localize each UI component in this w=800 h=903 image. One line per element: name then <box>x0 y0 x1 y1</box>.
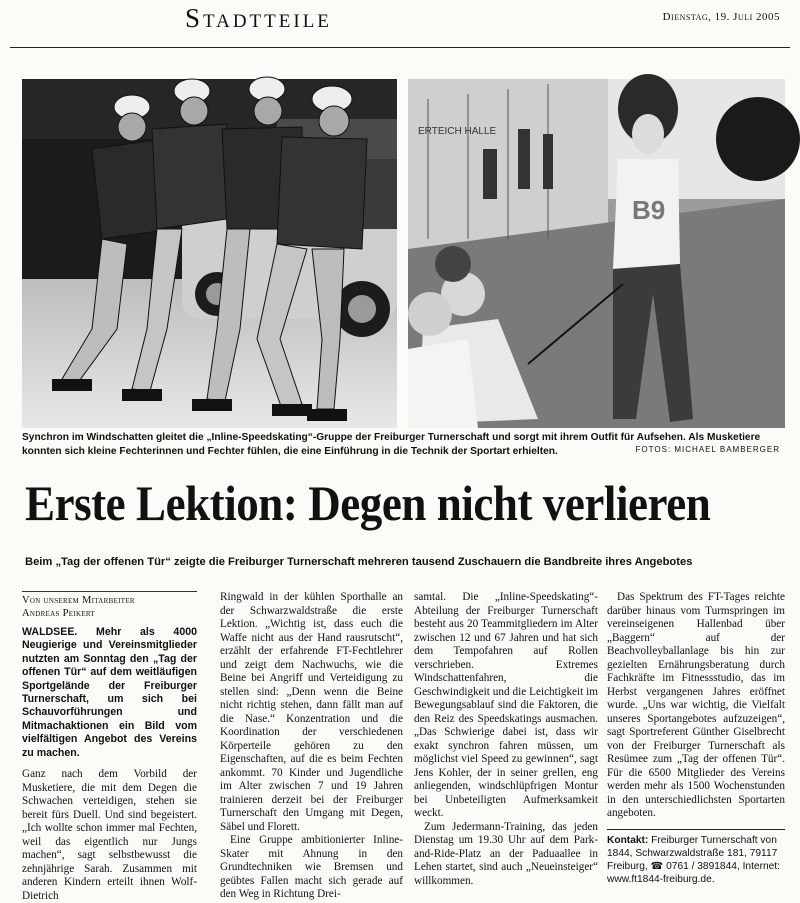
article-column-4 <box>607 591 785 885</box>
skaters-photo <box>22 79 397 428</box>
fencing-kids-photo <box>408 79 785 428</box>
article-paragraph: samtal. Die „Inline-Speedskating“-Abteilung der Freiburger Turnerschaft besteht aus 20 Teammitgliedern im Alter zwischen 12 und 67 Jahren und hat sich dem Tempofahren auf Rollen verschrieben. Extremes Windschattenfahren, die Geschwindigkeit und die Leichtigkeit im Bewegungsablauf sind die Faktoren, die den Reiz des Speedskatings ausmachen. „Das Schwierige dabei ist, dass wir exakt synchron fahren müssen, um möglichst viel Speed zu gewinnen“, sagt Jens Kohler, der in seiner grellen, eng anliegenden, windschlüpfrigen Montur bei Unbeteiligten Aufmerksamkeit weckt. <box>414 591 598 819</box>
article-paragraph: Ganz nach dem Vorbild der Musketiere, die mit dem Degen die Schwachen verteidigen, stehen sie bereit fürs Duell. Und sind begeistert. „Ich wollte schon immer mal Fechten, weil das eigentlich nur Jungs machen“, sagt selbstbewusst die zehnjährige Sarah. Zusammen mit anderen Kindern erteilt ihnen Wolf-Dietrich <box>22 768 197 902</box>
article-column-2 <box>220 591 403 900</box>
photo-caption: Synchron im Windschatten gleitet die „Inline-Speedskating“-Gruppe der Freiburger Turnerschaft und sorgt mit ihrem Outfit für Aufsehen. Als Musketiere konnten sich kleine Fechterinnen und Fechter fühlen, die eine Einführung in die Technik der Sportart erhielten. <box>22 432 761 457</box>
section-rubric: Stadtteile <box>185 3 332 33</box>
header-rule <box>10 47 790 48</box>
hall-sign-text: ERTEICH HALLE <box>418 126 497 137</box>
contact-box <box>607 829 785 886</box>
contact-label: Kontakt: <box>607 834 649 846</box>
article-column-1 <box>22 591 197 902</box>
shirt-print-text: B9 <box>632 195 666 225</box>
byline-author: Andreas Peikert <box>22 608 96 619</box>
article-paragraph: Das Spektrum des FT-Tages reichte darüber hinaus vom Turmspringen im vereinseigenen Hallenbad über „Baggern“ auf der Beachvolleyballanlage bis hin zur gezielten Ernährungsberatung durch Fachkräfte im Fitnessstudio, das im Herbst vergangenen Jahres eröffnet wurde. „Uns war wichtig, die Vielfalt unseres Sportangebotes aufzuzeigen“, sagt Sportreferent Günther Giselbrecht von der Freiburger Turnerschaft als Resümee zum „Tag der offenen Tür“. Für die 6500 Mitglieder des Vereins werden mehr als 1500 Wochenstunden in den unterschiedlichsten Sportarten angeboten. <box>607 591 785 819</box>
photo-credit: FOTOS: MICHAEL BAMBERGER <box>635 445 780 454</box>
article-paragraph: Eine Gruppe ambitionierter Inline-Skater mit Ahnung in den Grundtechniken wie Bremsen und geübtes Fallen macht sich gerade auf den Weg in Richtung Drei- <box>220 834 403 900</box>
article-paragraph: Zum Jedermann-Training, das jeden Dienstag um 19.30 Uhr auf dem Park-and-Ride-Platz an der Paduaallee in Lehen startet, sind auch „Neueinsteiger“ willkommen. <box>414 820 598 887</box>
issue-date: Dienstag, 19. Juli 2005 <box>662 11 780 23</box>
contact-text: Freiburger Turnerschaft von 1844, Schwarzwaldstraße 181, 79117 Freiburg, ☎ 0761 / 3891844, Internet: www.ft1844-freiburg.de. <box>607 834 780 885</box>
article-column-3 <box>414 591 598 887</box>
article-subhead: Beim „Tag der offenen Tür“ zeigte die Freiburger Turnerschaft mehreren tausend Zuschauern die Bandbreite ihres Angebotes <box>25 556 693 568</box>
byline-rule <box>22 591 197 592</box>
article-lead: WALDSEE. Mehr als 4000 Neugierige und Vereinsmitglieder nutzten am Sonntag den „Tag der offenen Tür“ auf dem weitläufigen Sportgelände der Freiburger Turnerschaft, um sich bei Schauvorführungen und Mitmachaktionen ein Bild vom vielfältigen Angebot des Vereins zu machen. <box>22 626 197 759</box>
article-paragraph: Ringwald in der kühlen Sporthalle an der Schwarzwaldstraße die erste Lektion. „Wichtig ist, dass euch die Waffe nicht aus der Hand rausrutscht“, erzählt der erfahrende FT-Fechtlehrer und zeigt dem Nachwuchs, wie die Beine bei Angriff und Verteidigung zu stellen sind: „Denn wenn die Beine nicht richtig stehen, dann fällt man auf die Nase.“ Konzentration und die Koordination der verschiedenen Körperteile gehören zu den Eigenschaften, auf die es beim Fechten ankommt. 70 Kinder und Jugendliche im Alter zwischen 7 und 19 Jahren trainieren derzeit bei der Freiburger Turnerschaft den Umgang mit Degen, Säbel und Florett. <box>220 591 403 833</box>
article-headline: Erste Lektion: Degen nicht verlieren <box>25 475 711 531</box>
byline-line-1: Von unserem Mitarbeiter <box>22 595 135 606</box>
